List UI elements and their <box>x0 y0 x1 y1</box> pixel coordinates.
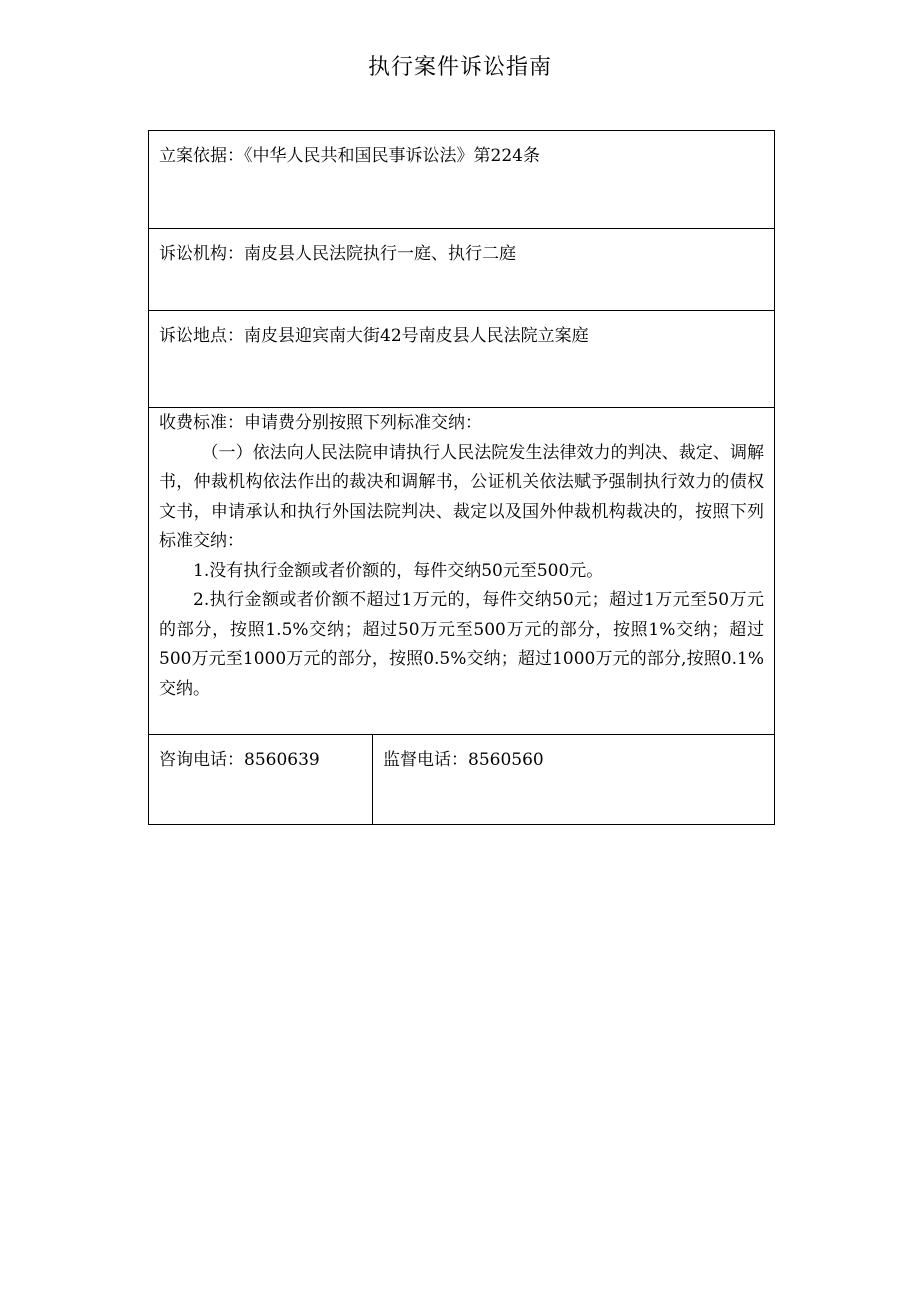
supervise-phone-text: 监督电话：8560560 <box>383 750 544 770</box>
supervise-phone-cell <box>373 735 774 824</box>
litigation-place-text: 诉讼地点：南皮县迎宾南大街42号南皮县人民法院立案庭 <box>159 326 589 346</box>
fee-paragraph-2: 1.没有执行金额或者价额的，每件交纳50元至500元。 <box>193 560 604 581</box>
litigation-place-row <box>149 311 774 408</box>
guide-table <box>148 130 775 825</box>
filing-basis-row <box>149 131 774 229</box>
fee-standard-heading: 收费标准：申请费分别按照下列标准交纳： <box>159 413 482 433</box>
filing-basis-text: 立案依据：《中华人民共和国民事诉讼法》第224条 <box>159 146 540 166</box>
phones-row <box>149 735 774 824</box>
consult-phone-text: 咨询电话：8560639 <box>159 750 320 770</box>
fee-standard-row <box>149 408 774 735</box>
litigation-organization-row <box>149 229 774 311</box>
fee-paragraph-3: 2.执行金额或者价额不超过1万元的，每件交纳50元；超过1万元至50万元的部分，按照1.5%交纳；超过50万元至500万元的部分，按照1%交纳；超过500万元至1000万元的部分，按照0.5%交纳；超过1000万元的部分,按照0.1%交纳。 <box>159 590 764 699</box>
page-title: 执行案件诉讼指南 <box>367 55 552 80</box>
litigation-organization-text: 诉讼机构：南皮县人民法院执行一庭、执行二庭 <box>159 244 516 264</box>
fee-paragraph-1: （一）依法向人民法院申请执行人民法院发生法律效力的判决、裁定、调解书，仲裁机构依法作出的裁决和调解书，公证机关依法赋予强制执行效力的债权文书，申请承认和执行外国法院判决、裁定以及国外仲裁机构裁决的，按照下列标准交纳： <box>159 442 764 551</box>
consult-phone-cell <box>149 735 373 824</box>
